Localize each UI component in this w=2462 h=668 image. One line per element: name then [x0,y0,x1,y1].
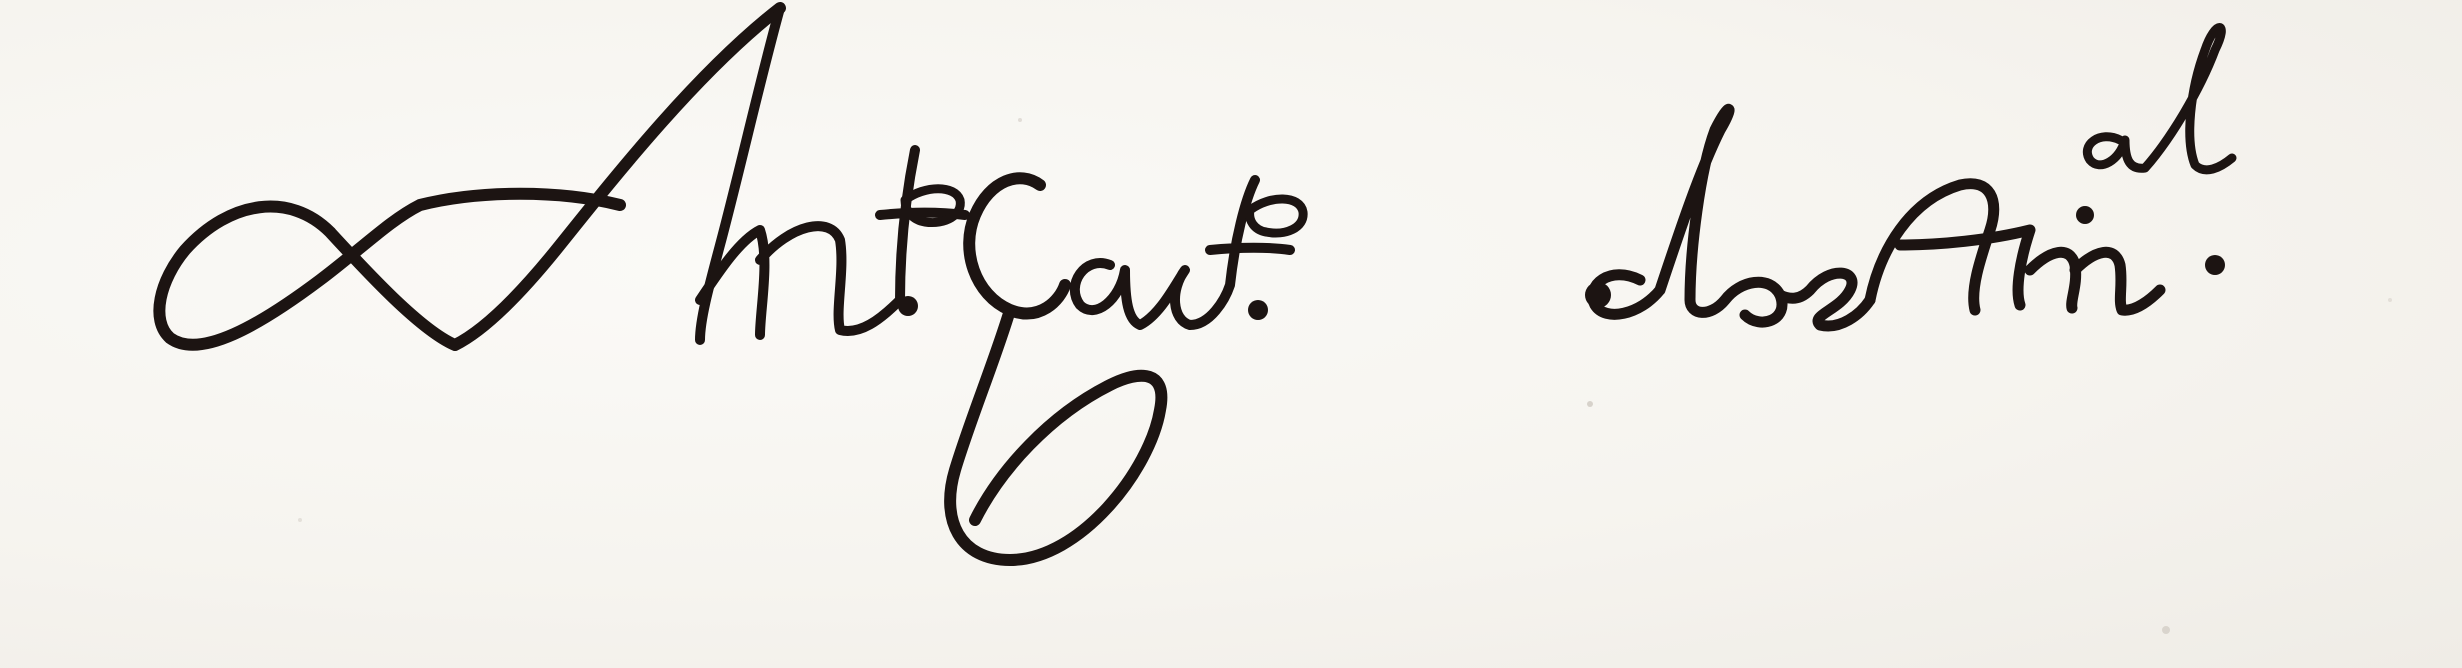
signature-stroke-Am [1870,184,2160,311]
signature-stroke-al [2087,28,2232,170]
signature-stroke-dos [1593,109,1870,326]
signature-stroke-C [950,178,1161,560]
signature-stroke-A [159,8,780,345]
